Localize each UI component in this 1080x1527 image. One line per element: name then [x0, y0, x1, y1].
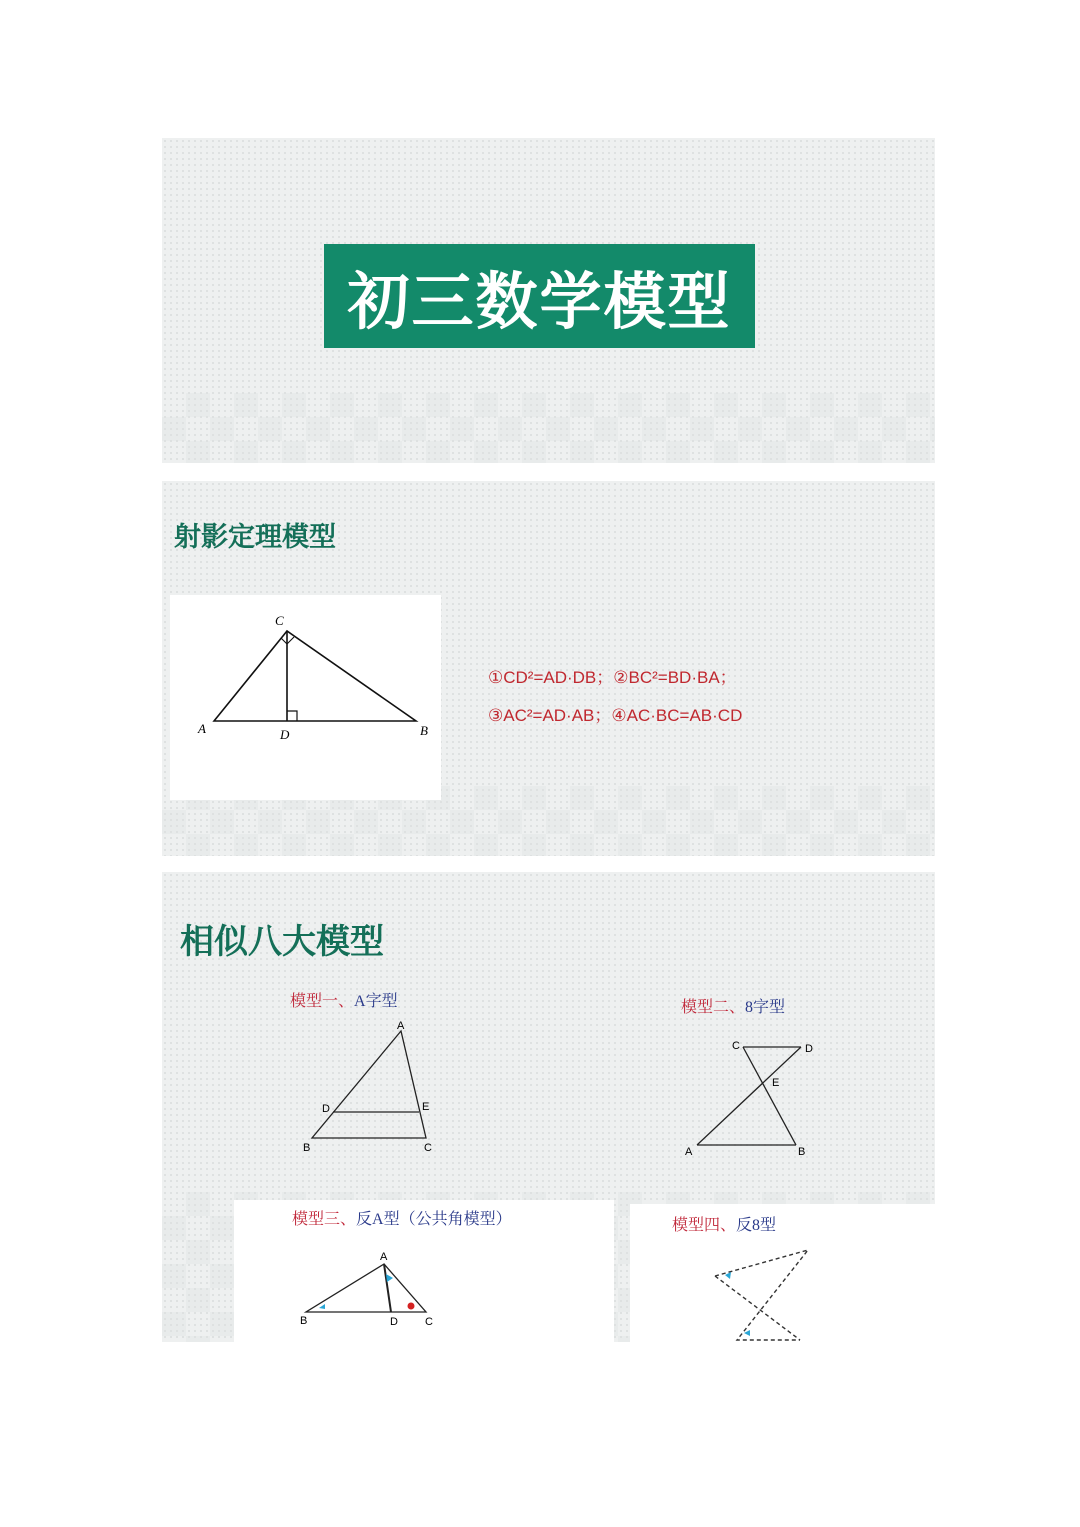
similar-slide — [162, 872, 935, 1342]
m1-point-C: C — [424, 1142, 432, 1154]
m2-point-B: B — [798, 1146, 806, 1158]
m2-point-D: D — [805, 1043, 813, 1055]
m2-point-E: E — [772, 1077, 780, 1089]
m1-point-A: A — [397, 1020, 405, 1032]
model4-diagram — [700, 1242, 820, 1342]
point-A: A — [198, 721, 206, 736]
projection-figure — [170, 595, 441, 800]
point-C: C — [275, 613, 284, 628]
similar-title: 相似八大模型 — [180, 922, 384, 962]
m3-point-D: D — [390, 1316, 398, 1328]
point-B: B — [420, 723, 428, 738]
cover-title: 初三数学模型 — [324, 244, 755, 348]
model3-card — [234, 1200, 614, 1342]
checker-pattern — [162, 393, 935, 463]
model2-label: 模型二、8字型 — [681, 999, 786, 1016]
projection-slide — [162, 481, 935, 856]
model3-diagram — [294, 1246, 444, 1328]
formula-line-1: ①CD²=AD·DB；②BC²=BD·BA； — [488, 668, 737, 687]
m1-point-B: B — [303, 1142, 311, 1154]
point-D: D — [280, 727, 290, 742]
cover-slide — [162, 138, 935, 463]
model3-label: 模型三、反A型（公共角模型） — [292, 1211, 512, 1228]
formula-line-2: ③AC²=AD·AB；④AC·BC=AB·CD — [488, 706, 743, 725]
m3-point-C: C — [425, 1316, 433, 1328]
model2-diagram — [677, 1032, 827, 1167]
model1-label: 模型一、A字型 — [290, 993, 398, 1010]
model4-label: 模型四、反8型 — [672, 1217, 777, 1234]
m1-point-E: E — [422, 1101, 430, 1113]
m2-point-A: A — [685, 1146, 693, 1158]
projection-title: 射影定理模型 — [174, 522, 336, 553]
model4-card — [630, 1204, 935, 1342]
m3-point-A: A — [380, 1251, 388, 1263]
model1-diagram — [292, 1017, 452, 1162]
m2-point-C: C — [732, 1040, 740, 1052]
right-triangle-diagram — [170, 595, 441, 800]
m3-point-B: B — [300, 1315, 308, 1327]
m1-point-D: D — [322, 1103, 330, 1115]
